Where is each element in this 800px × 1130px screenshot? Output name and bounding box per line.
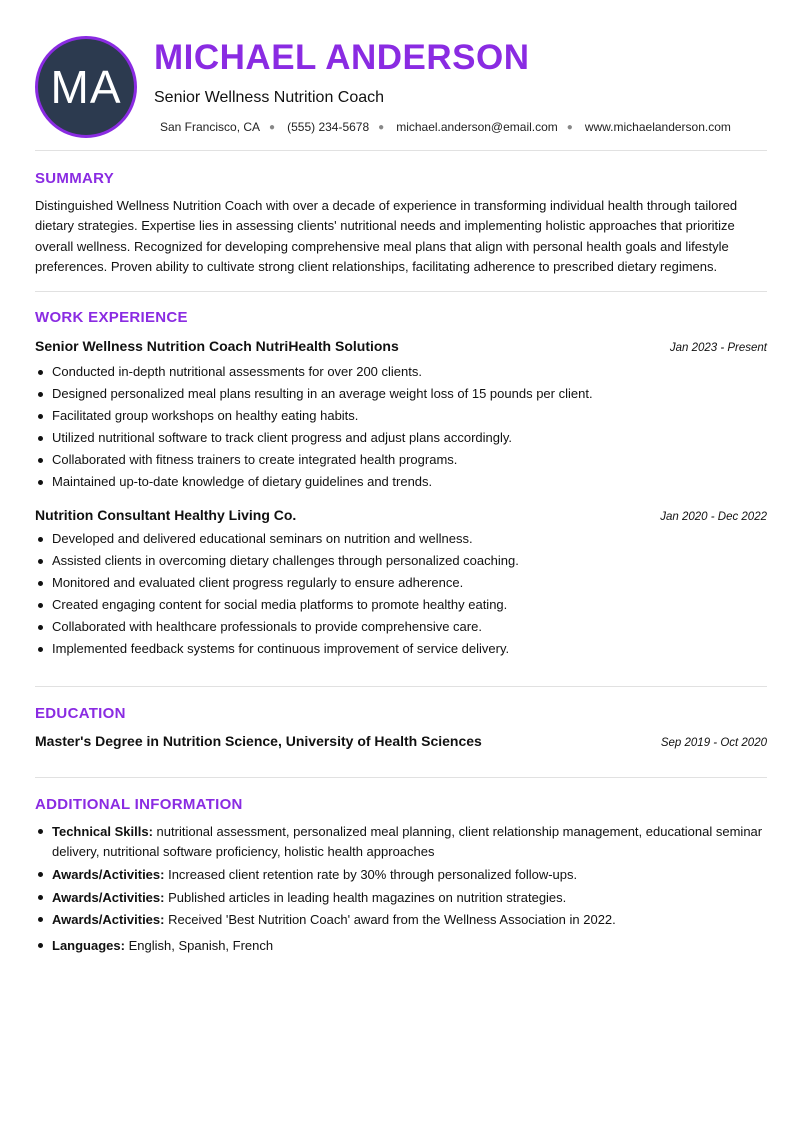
contact-row <box>160 120 731 134</box>
divider <box>35 150 767 151</box>
job-date: Jan 2023 - Present <box>669 342 767 354</box>
job-bullet-list <box>35 530 767 662</box>
list-item: Facilitated group workshops on healthy eating habits. <box>35 407 767 429</box>
contact-email[interactable]: michael.anderson@email.com <box>396 120 558 134</box>
divider <box>35 291 767 292</box>
list-item <box>35 888 767 908</box>
info-label: Awards/Activities: <box>52 867 165 882</box>
section-title-additional: ADDITIONAL INFORMATION <box>35 796 243 813</box>
candidate-name: MICHAEL ANDERSON <box>154 38 530 77</box>
list-item <box>35 910 767 930</box>
contact-phone: (555) 234-5678 <box>287 120 370 134</box>
list-item: Created engaging content for social media platforms to promote healthy eating. <box>35 596 767 618</box>
separator-dot-icon: ● <box>566 121 573 133</box>
job-header <box>35 507 767 523</box>
list-item: Collaborated with fitness trainers to create integrated health programs. <box>35 451 767 473</box>
job-bullet-list <box>35 363 767 495</box>
job-title: Senior Wellness Nutrition Coach NutriHealth Solutions <box>35 338 399 354</box>
list-item <box>35 936 767 956</box>
list-item: Monitored and evaluated client progress regularly to ensure adherence. <box>35 574 767 596</box>
info-label: Technical Skills: <box>52 824 153 839</box>
job-date: Jan 2020 - Dec 2022 <box>660 511 767 523</box>
avatar-initials: MA <box>50 61 122 113</box>
list-item: Assisted clients in overcoming dietary challenges through personalized coaching. <box>35 552 767 574</box>
info-text: Received 'Best Nutrition Coach' award from the Wellness Association in 2022. <box>168 912 616 927</box>
info-text: nutritional assessment, personalized meal planning, client relationship management, educational seminar delivery, nutritional software proficiency, holistic health approaches <box>52 824 763 859</box>
list-item <box>35 865 767 885</box>
job-title: Nutrition Consultant Healthy Living Co. <box>35 507 297 523</box>
list-item: Conducted in-depth nutritional assessments for over 200 clients. <box>35 363 767 385</box>
candidate-role: Senior Wellness Nutrition Coach <box>154 89 385 106</box>
divider <box>35 777 767 778</box>
info-label: Languages: <box>52 937 125 953</box>
separator-dot-icon: ● <box>378 121 385 133</box>
list-item: Designed personalized meal plans resulting in an average weight loss of 15 pounds per client. <box>35 385 767 407</box>
info-text: English, Spanish, French <box>128 937 274 953</box>
list-item: Implemented feedback systems for continuous improvement of service delivery. <box>35 640 767 662</box>
contact-location: San Francisco, CA <box>160 120 261 134</box>
education-date: Sep 2019 - Oct 2020 <box>660 737 767 749</box>
section-title-summary: SUMMARY <box>35 170 115 187</box>
list-item <box>35 822 767 861</box>
education-degree: Master's Degree in Nutrition Science, University of Health Sciences <box>35 733 482 749</box>
education-entry <box>35 733 767 749</box>
list-item: Collaborated with healthcare professionals to provide comprehensive care. <box>35 618 767 640</box>
section-title-education: EDUCATION <box>35 705 126 722</box>
summary-text: Distinguished Wellness Nutrition Coach with over a decade of experience in transforming individual health through tailored dietary strategies. Expertise lies in assessing clients' nutritional needs and implementing holistic approaches that prioritize overall wellness. Recognized for developing comprehensive meal plans that align with personal health goals and lifestyle preferences. Proven ability to cultivate strong client relationships, facilitating adherence to prescribed dietary regimens. <box>35 198 738 274</box>
info-label: Awards/Activities: <box>52 889 165 905</box>
additional-info-list <box>35 822 767 955</box>
separator-dot-icon: ● <box>269 121 276 133</box>
info-label: Awards/Activities: <box>52 912 165 927</box>
section-title-experience: WORK EXPERIENCE <box>35 309 188 326</box>
list-item: Utilized nutritional software to track client progress and adjust plans accordingly. <box>35 429 767 451</box>
list-item: Maintained up-to-date knowledge of dietary guidelines and trends. <box>35 473 767 495</box>
list-item: Developed and delivered educational seminars on nutrition and wellness. <box>35 530 767 552</box>
avatar <box>35 36 137 138</box>
job-header <box>35 338 767 354</box>
divider <box>35 686 767 687</box>
info-text: Increased client retention rate by 30% through personalized follow-ups. <box>168 867 578 882</box>
info-text: Published articles in leading health magazines on nutrition strategies. <box>168 889 567 905</box>
contact-website[interactable]: www.michaelanderson.com <box>584 120 731 134</box>
